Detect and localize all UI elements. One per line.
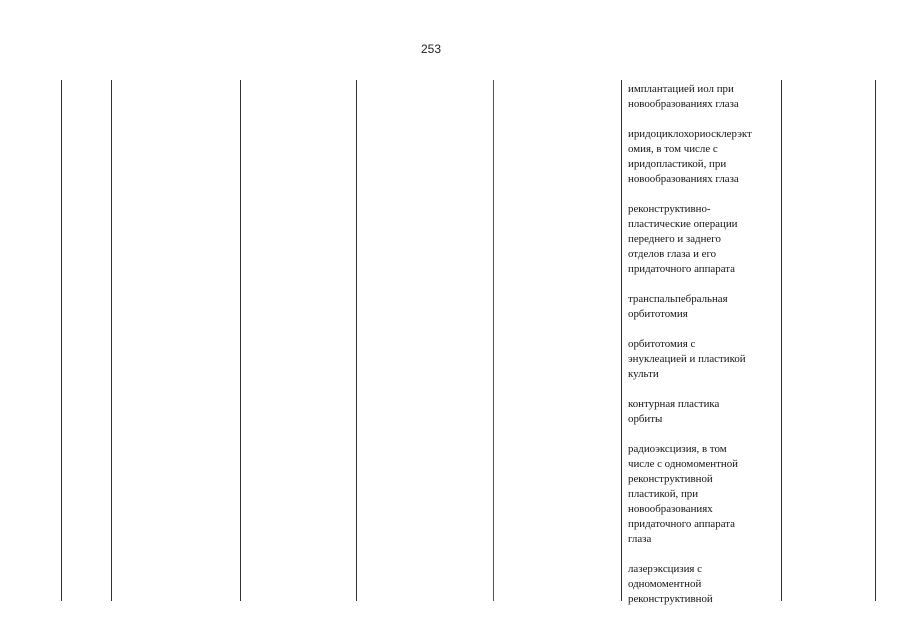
treatment-methods-column <box>628 82 778 622</box>
treatment-method-item: реконструктивно- пластические операции переднего и заднего отделов глаза и его придаточного аппарата <box>628 203 738 275</box>
treatment-method-item: иридоциклохориосклерэкт омия, в том числе с иридопластикой, при новообразованиях глаза <box>628 128 752 185</box>
treatment-method-item: радиоэксцизия, в том числе с одномоментной реконструктивной пластикой, при новообразованиях придаточного аппарата глаза <box>628 443 738 545</box>
treatment-method-item: контурная пластика орбиты <box>628 398 720 425</box>
treatment-method-item: лазерэксцизия с одномоментной реконструктивной <box>628 563 713 605</box>
treatment-method-item: транспальпебральная орбитотомия <box>628 293 728 320</box>
column-divider <box>621 80 622 601</box>
column-divider <box>240 80 241 601</box>
page-number: 253 <box>420 42 442 56</box>
column-divider <box>781 80 782 601</box>
column-divider <box>356 80 357 601</box>
table-border-left <box>61 80 62 601</box>
table-border-right <box>875 80 876 601</box>
column-divider <box>493 80 494 601</box>
treatment-method-item: имплантацией иол при новообразованиях глаза <box>628 83 739 110</box>
column-divider <box>111 80 112 601</box>
treatment-method-item: орбитотомия с энуклеацией и пластикой культи <box>628 338 746 380</box>
